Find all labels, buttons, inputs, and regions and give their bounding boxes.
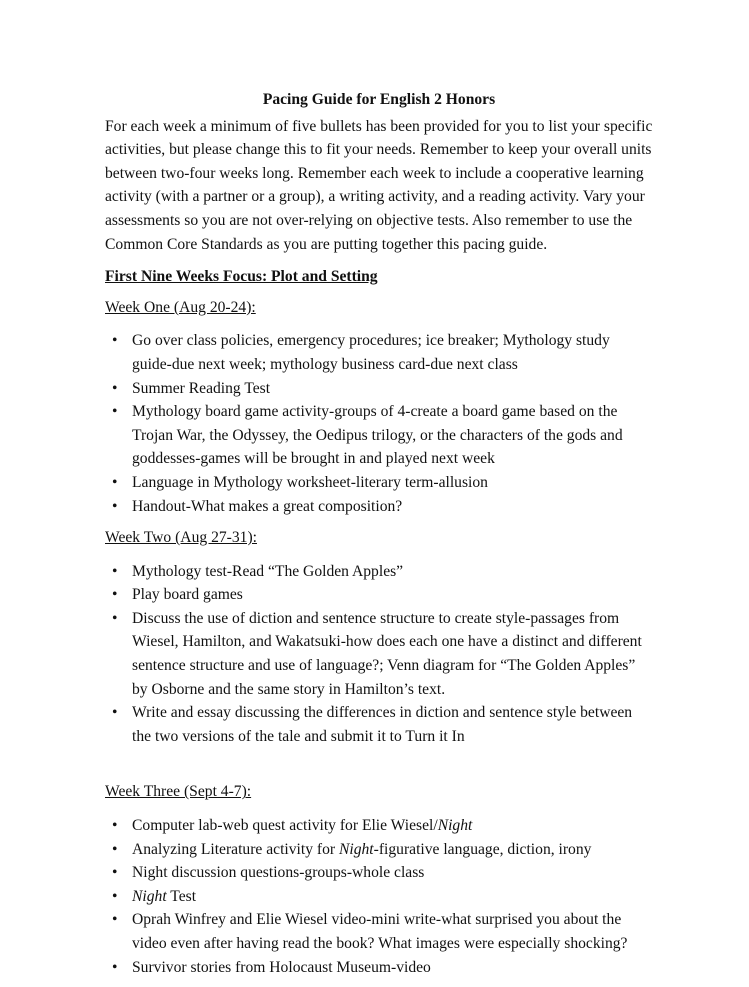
- item-text: Computer lab-web quest activity for Elie Wiesel/: [132, 817, 438, 835]
- intro-paragraph: For each week a minimum of five bullets has been provided for you to list your specific activities, but please change this to fit your needs. Remember to keep your overall units between two-four weeks long. Remember each week to include a cooperative learning activity (with a partner or a group), a writing activity, and a reading activity. Vary your assessments so you are not over-relying on objective tests. Also remember to use the Common Core Standards as you are putting together this pacing guide.: [105, 117, 653, 253]
- item-text: Play board games: [132, 586, 243, 604]
- item-text: Test: [166, 887, 197, 905]
- item-text: -figurative language, diction, irony: [373, 840, 592, 858]
- activity-item: [105, 471, 653, 495]
- week-heading: Week One (Aug 20-24):: [105, 298, 256, 316]
- item-text: Analyzing Literature activity for: [132, 840, 339, 858]
- activity-item: [105, 400, 653, 471]
- item-text: Handout-What makes a great composition?: [132, 497, 403, 515]
- activity-item: [105, 329, 653, 376]
- activity-item: [105, 908, 653, 955]
- item-text: Go over class policies, emergency procedures; ice breaker; Mythology study guide-due next week; mythology business card-due next class: [132, 332, 610, 373]
- item-text: Write and essay discussing the differences in diction and sentence style between the two versions of the tale and submit it to Turn it In: [132, 704, 633, 745]
- activity-list: [105, 814, 653, 979]
- item-text: Survivor stories from Holocaust Museum-video: [132, 958, 431, 976]
- activity-item: [105, 377, 653, 401]
- document-page: [105, 88, 653, 987]
- activity-item: [105, 956, 653, 980]
- week-heading: Week Two (Aug 27-31):: [105, 529, 257, 547]
- activity-item: [105, 607, 653, 701]
- activity-item: [105, 560, 653, 584]
- item-text: Night discussion questions-groups-whole class: [132, 864, 425, 882]
- item-text: Mythology board game activity-groups of 4-create a board game based on the Trojan War, the Odyssey, the Oedipus trilogy, or the characters of the gods and goddesses-games will be brought in and played next week: [132, 403, 623, 468]
- document-title: Pacing Guide for English 2 Honors: [262, 91, 496, 108]
- activity-item: [105, 814, 653, 838]
- week-heading: Week Three (Sept 4-7):: [105, 783, 252, 801]
- activity-item: [105, 495, 653, 519]
- blank-line: [105, 756, 653, 780]
- weeks-container: [105, 296, 653, 979]
- italic-title-text: Night: [437, 817, 473, 835]
- activity-item: [105, 583, 653, 607]
- activity-list: [105, 329, 653, 518]
- item-text: Discuss the use of diction and sentence structure to create style-passages from Wiesel, Hamilton, and Wakatsuki-how does each one have a distinct and different sentence structure and use of language?; Venn diagram for “The Golden Apples” by Osborne and the same story in Hamilton’s text.: [132, 609, 642, 698]
- item-text: Summer Reading Test: [132, 379, 271, 397]
- activity-item: [105, 838, 653, 862]
- activity-item: [105, 885, 653, 909]
- item-text: Oprah Winfrey and Elie Wiesel video-mini write-what surprised you about the video even after having read the book? What images were especially shocking?: [132, 911, 628, 952]
- item-text: Language in Mythology worksheet-literary term-allusion: [132, 473, 488, 491]
- activity-item: [105, 701, 653, 748]
- item-text: Mythology test-Read “The Golden Apples”: [132, 562, 404, 580]
- activity-list: [105, 560, 653, 749]
- focus-heading: First Nine Weeks Focus: Plot and Setting: [105, 268, 378, 286]
- italic-title-text: Night: [132, 887, 167, 905]
- italic-title-text: Night: [338, 840, 374, 858]
- activity-item: [105, 861, 653, 885]
